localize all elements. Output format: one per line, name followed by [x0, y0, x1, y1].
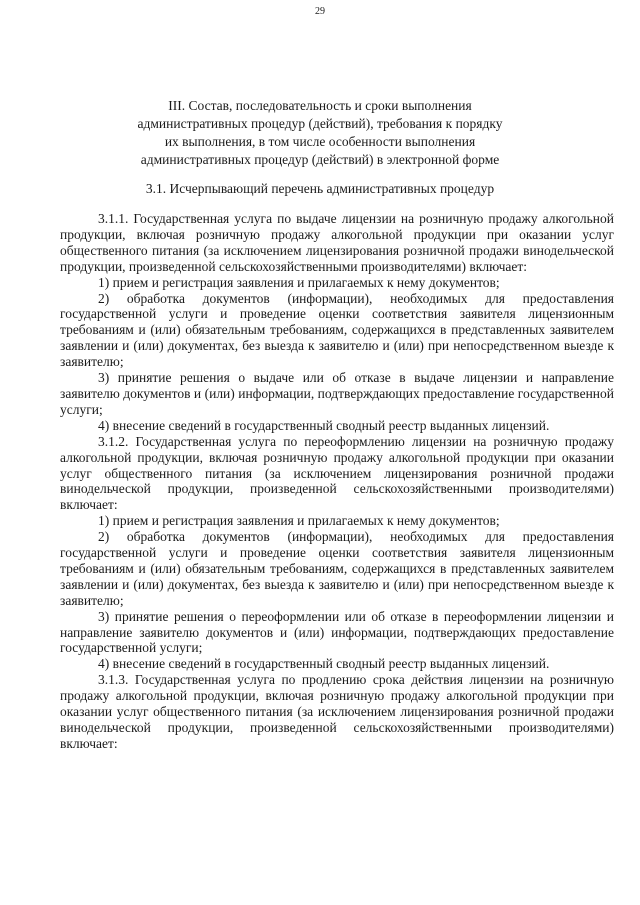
section-title-line: III. Состав, последовательность и сроки выполнения [168, 98, 472, 113]
section-title-line: их выполнения, в том числе особенности выполнения [164, 134, 476, 149]
subsection-title: 3.1. Исчерпывающий перечень административных процедур [145, 181, 495, 196]
list-item: 1) прием и регистрация заявления и прилагаемых к нему документов; [98, 274, 500, 290]
list-item: 4) внесение сведений в государственный сводный реестр выданных лицензий. [98, 656, 550, 672]
document-body [60, 211, 614, 752]
section-title [60, 97, 580, 169]
paragraph: 3.1.2. Государственная услуга по переоформлению лицензии на розничную продажу алкогольной продукции, включая розничную продажу алкогольной продукции при оказании услуг общественного питания (за исключением лицензирования розничной продажи винодельческой продукции, произведенной сельскохозяйственными производителями) включает: [60, 433, 614, 513]
section-title-line: административных процедур (действий), требования к порядку [137, 116, 503, 131]
paragraph: 3.1.3. Государственная услуга по продлению срока действия лицензии на розничную продажу алкогольной продукции, включая розничную продажу алкогольной продукции при оказании услуг общественного питания (за исключением лицензирования розничной продажи винодельческой продукции, произведенной сельскохозяйственными производителями) включает: [60, 672, 614, 751]
list-item: 3) принятие решения о переоформлении или об отказе в переоформлении лицензии и направление заявителю документов и (или) информации, подтверждающих предоставление государственной услуги; [60, 608, 614, 656]
section-title-line: административных процедур (действий) в электронной форме [140, 152, 500, 167]
list-item: 2) обработка документов (информации), необходимых для предоставления государственной услуги и проведение оценки соответствия заявителя лицензионным требованиям и (или) обязательным требованиям, содержащихся в представленных заявителем заявлении и (или) документах, без выезда к заявителю и (или) при непосредственном выезде к заявителю; [60, 529, 614, 608]
list-item: 3) принятие решения о выдаче или об отказе в выдаче лицензии и направление заявителю документов и (или) информации, подтверждающих предоставление государственной услуги; [60, 370, 614, 417]
list-item: 2) обработка документов (информации), необходимых для предоставления государственной услуги и проведение оценки соответствия заявителя лицензионным требованиям и (или) обязательным требованиям, содержащихся в представленных заявителем заявлении и (или) документах, без выезда к заявителю и (или) при непосредственном выезде к заявителю; [60, 290, 614, 370]
paragraph: 3.1.1. Государственная услуга по выдаче лицензии на розничную продажу алкогольной продукции, включая розничную продажу алкогольной продукции при оказании услуг общественного питания (за исключением лицензирования розничной продажи винодельческой продукции, произведенной сельскохозяйственными производителями) включает: [60, 211, 614, 274]
page-number: 29 [315, 6, 325, 17]
list-item: 4) внесение сведений в государственный сводный реестр выданных лицензий. [98, 417, 550, 433]
list-item: 1) прием и регистрация заявления и прилагаемых к нему документов; [98, 513, 500, 529]
